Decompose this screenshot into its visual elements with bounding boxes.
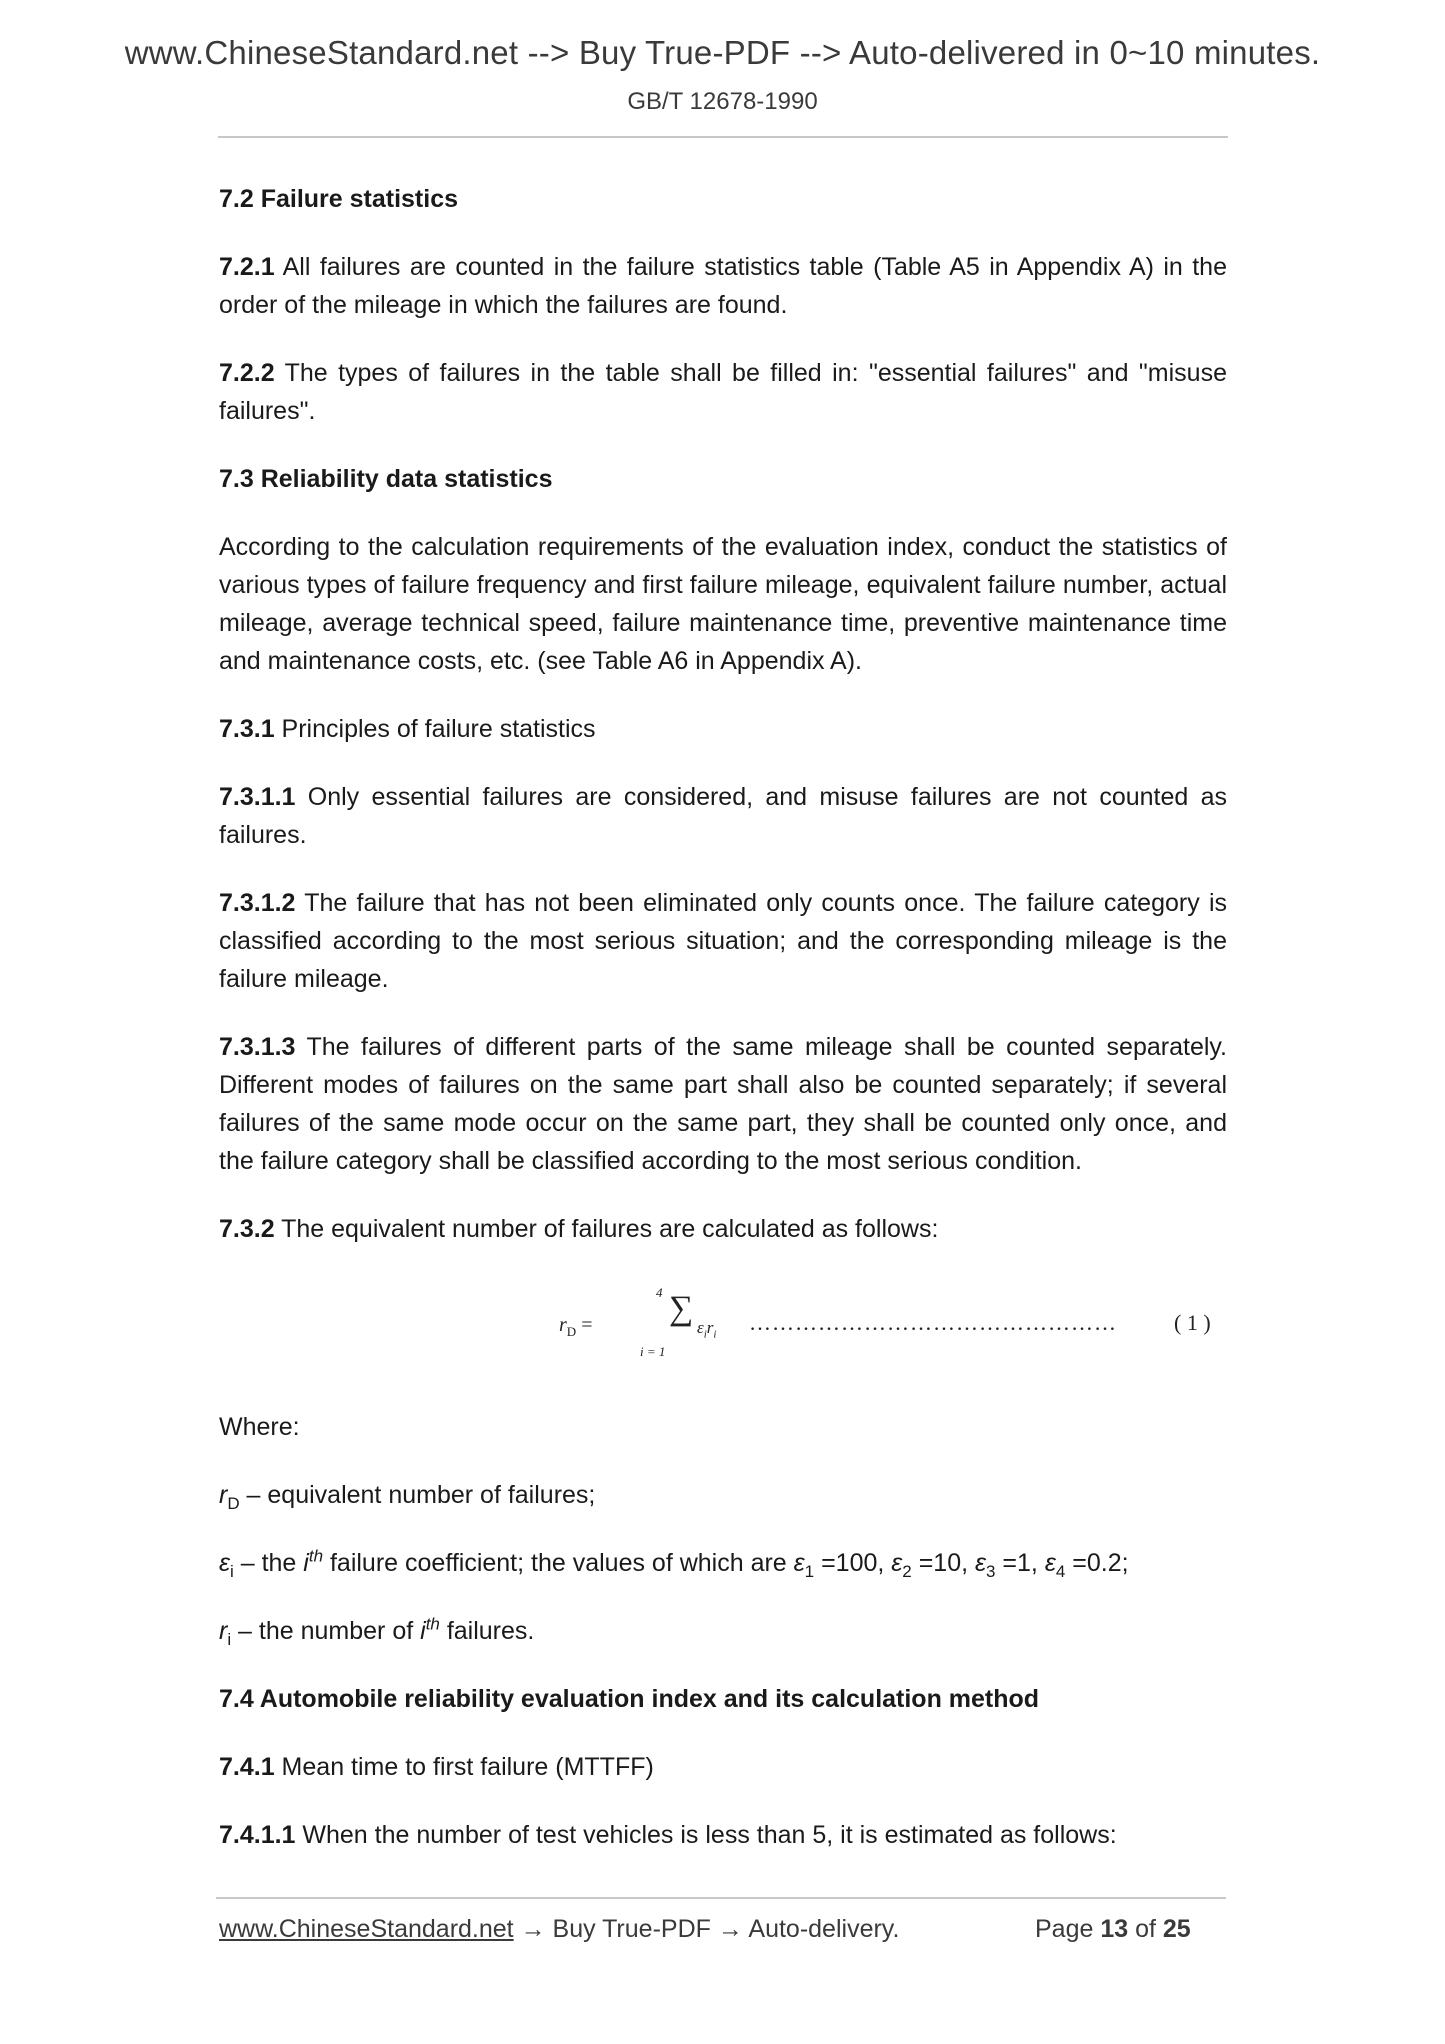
summation-symbol: ∑ bbox=[669, 1290, 694, 1327]
site-link[interactable]: www.ChineseStandard.net bbox=[219, 1915, 514, 1943]
clause-number: 7.3.1.1 bbox=[219, 783, 296, 811]
term-epsilon: ε bbox=[697, 1318, 704, 1337]
equation-lhs bbox=[559, 1306, 592, 1344]
equation-1 bbox=[219, 1278, 1227, 1368]
epsilon-4-value: =0.2; bbox=[1065, 1549, 1129, 1577]
clause-number: 7.4.1 bbox=[219, 1753, 275, 1781]
equation-term bbox=[697, 1309, 716, 1347]
symbol-subscript: i bbox=[227, 1630, 232, 1649]
clause-7-2-2 bbox=[219, 354, 1227, 430]
page-total: 25 bbox=[1162, 1915, 1191, 1943]
symbol-r: r bbox=[219, 1481, 228, 1509]
epsilon-3: ε bbox=[975, 1549, 987, 1577]
symbol-epsilon: ε bbox=[219, 1549, 230, 1577]
equation-lhs-symbol: r bbox=[559, 1314, 567, 1336]
of-label: of bbox=[1128, 1915, 1163, 1943]
footer-links bbox=[219, 1915, 899, 1944]
clause-text: The failure that has not been eliminated only counts once. The failure category is classified according to the most serious situation; and the corresponding mileage is the failure mileage. bbox=[219, 889, 1227, 993]
section-heading-7-3: 7.3 Reliability data statistics bbox=[219, 465, 553, 493]
standard-code: GB/T 12678-1990 bbox=[627, 88, 818, 115]
epsilon-1-value: =100, bbox=[814, 1549, 892, 1577]
clause-text: When the number of test vehicles is less than 5, it is estimated as follows: bbox=[295, 1821, 1117, 1849]
definition-text: – equivalent number of failures; bbox=[239, 1481, 596, 1509]
ordinal-suffix: th bbox=[308, 1546, 324, 1566]
definition-epsilon bbox=[219, 1544, 1227, 1582]
equation-number: ( 1 ) bbox=[1174, 1310, 1211, 1335]
definition-ri bbox=[219, 1612, 1227, 1650]
sum-upper-limit: 4 bbox=[656, 1285, 663, 1300]
equation-leader-dots: ………………………………………… bbox=[749, 1310, 1117, 1335]
paragraph-7-3: According to the calculation requirements of the evaluation index, conduct the statistics of various types of failure frequency and first failure mileage, equivalent failure number, actual mileage, average technical speed, failure maintenance time, preventive maintenance time and maintenance costs, etc. (see Table A6 in Appendix A). bbox=[219, 533, 1227, 675]
clause-number: 7.3.2 bbox=[219, 1215, 275, 1243]
clause-text: Principles of failure statistics bbox=[274, 715, 596, 743]
definition-text: failure coefficient; the values of which are bbox=[323, 1549, 794, 1577]
footer-divider bbox=[216, 1897, 1226, 1899]
clause-text: Mean time to first failure (MTTFF) bbox=[274, 1753, 654, 1781]
epsilon-2: ε bbox=[891, 1549, 903, 1577]
clause-7-3-1-1 bbox=[219, 778, 1227, 854]
ordinal-suffix: th bbox=[425, 1614, 440, 1634]
clause-text: The equivalent number of failures are calculated as follows: bbox=[274, 1215, 939, 1243]
clause-text: All failures are counted in the failure statistics table (Table A5 in Appendix A) in the order of the mileage in which the failures are found. bbox=[219, 253, 1227, 319]
page-content bbox=[219, 180, 1227, 1884]
clause-7-4-1-1 bbox=[219, 1816, 1227, 1854]
epsilon-2-subscript: 2 bbox=[902, 1562, 912, 1581]
clause-number: 7.2.2 bbox=[219, 359, 275, 387]
term-r: r bbox=[706, 1318, 714, 1337]
clause-7-4-1 bbox=[219, 1748, 1227, 1786]
clause-number: 7.3.1.2 bbox=[219, 889, 296, 917]
definition-text: – the number of bbox=[231, 1617, 421, 1645]
epsilon-1-subscript: 1 bbox=[804, 1562, 815, 1581]
symbol-subscript: D bbox=[227, 1494, 240, 1513]
clause-7-3-1-3 bbox=[219, 1028, 1227, 1180]
header-divider bbox=[218, 136, 1228, 138]
epsilon-2-value: =10, bbox=[911, 1549, 976, 1577]
definition-rd bbox=[219, 1476, 1227, 1514]
clause-number: 7.3.1 bbox=[219, 715, 275, 743]
clause-text: The failures of different parts of the same mileage shall be counted separately. Different modes of failures on the same part shall also be counted separately; if several failures of the same mode occur on the same part, they shall be counted only once, and the failure category shall be classified according to the most serious condition. bbox=[219, 1033, 1227, 1175]
symbol-r: r bbox=[219, 1617, 228, 1645]
clause-7-3-1-2 bbox=[219, 884, 1227, 998]
clause-number: 7.4.1.1 bbox=[219, 1821, 296, 1849]
term-epsilon-subscript: i bbox=[703, 1328, 707, 1341]
page-indicator bbox=[1035, 1915, 1191, 1944]
clause-text: The types of failures in the table shall be filled in: "essential failures" and "misuse failures". bbox=[219, 359, 1227, 425]
where-label: Where: bbox=[219, 1413, 300, 1441]
term-r-subscript: i bbox=[713, 1328, 717, 1341]
equation-equals: = bbox=[581, 1314, 593, 1336]
clause-text: Only essential failures are considered, and misuse failures are not counted as failures. bbox=[219, 783, 1227, 849]
site-banner: www.ChineseStandard.net --> Buy True-PDF --> Auto-delivered in 0~10 minutes. bbox=[124, 34, 1321, 71]
epsilon-3-value: =1, bbox=[995, 1549, 1045, 1577]
clause-7-3-2 bbox=[219, 1210, 1227, 1248]
symbol-subscript: i bbox=[230, 1562, 234, 1581]
epsilon-3-subscript: 3 bbox=[986, 1562, 996, 1581]
clause-7-3-1 bbox=[219, 710, 1227, 748]
epsilon-4: ε bbox=[1044, 1549, 1056, 1577]
clause-number: 7.3.1.3 bbox=[219, 1033, 296, 1061]
page-label: Page bbox=[1035, 1915, 1101, 1943]
clause-number: 7.2.1 bbox=[219, 253, 275, 281]
footer-nav-text: → Buy True-PDF → Auto-delivery. bbox=[513, 1915, 900, 1943]
section-heading-7-4: 7.4 Automobile reliability evaluation index and its calculation method bbox=[219, 1685, 1040, 1713]
ordinal-i: i bbox=[420, 1617, 426, 1645]
epsilon-4-subscript: 4 bbox=[1055, 1562, 1066, 1581]
section-heading-7-2: 7.2 Failure statistics bbox=[219, 185, 459, 213]
page-number: 13 bbox=[1100, 1915, 1129, 1943]
definition-text: failures. bbox=[439, 1617, 535, 1645]
clause-7-2-1 bbox=[219, 248, 1227, 324]
equation-lhs-subscript: D bbox=[566, 1324, 577, 1339]
sum-lower-limit: i = 1 bbox=[640, 1344, 666, 1359]
definition-text: – the bbox=[233, 1549, 304, 1577]
ordinal-i: i bbox=[303, 1549, 309, 1577]
epsilon-1: ε bbox=[793, 1549, 805, 1577]
